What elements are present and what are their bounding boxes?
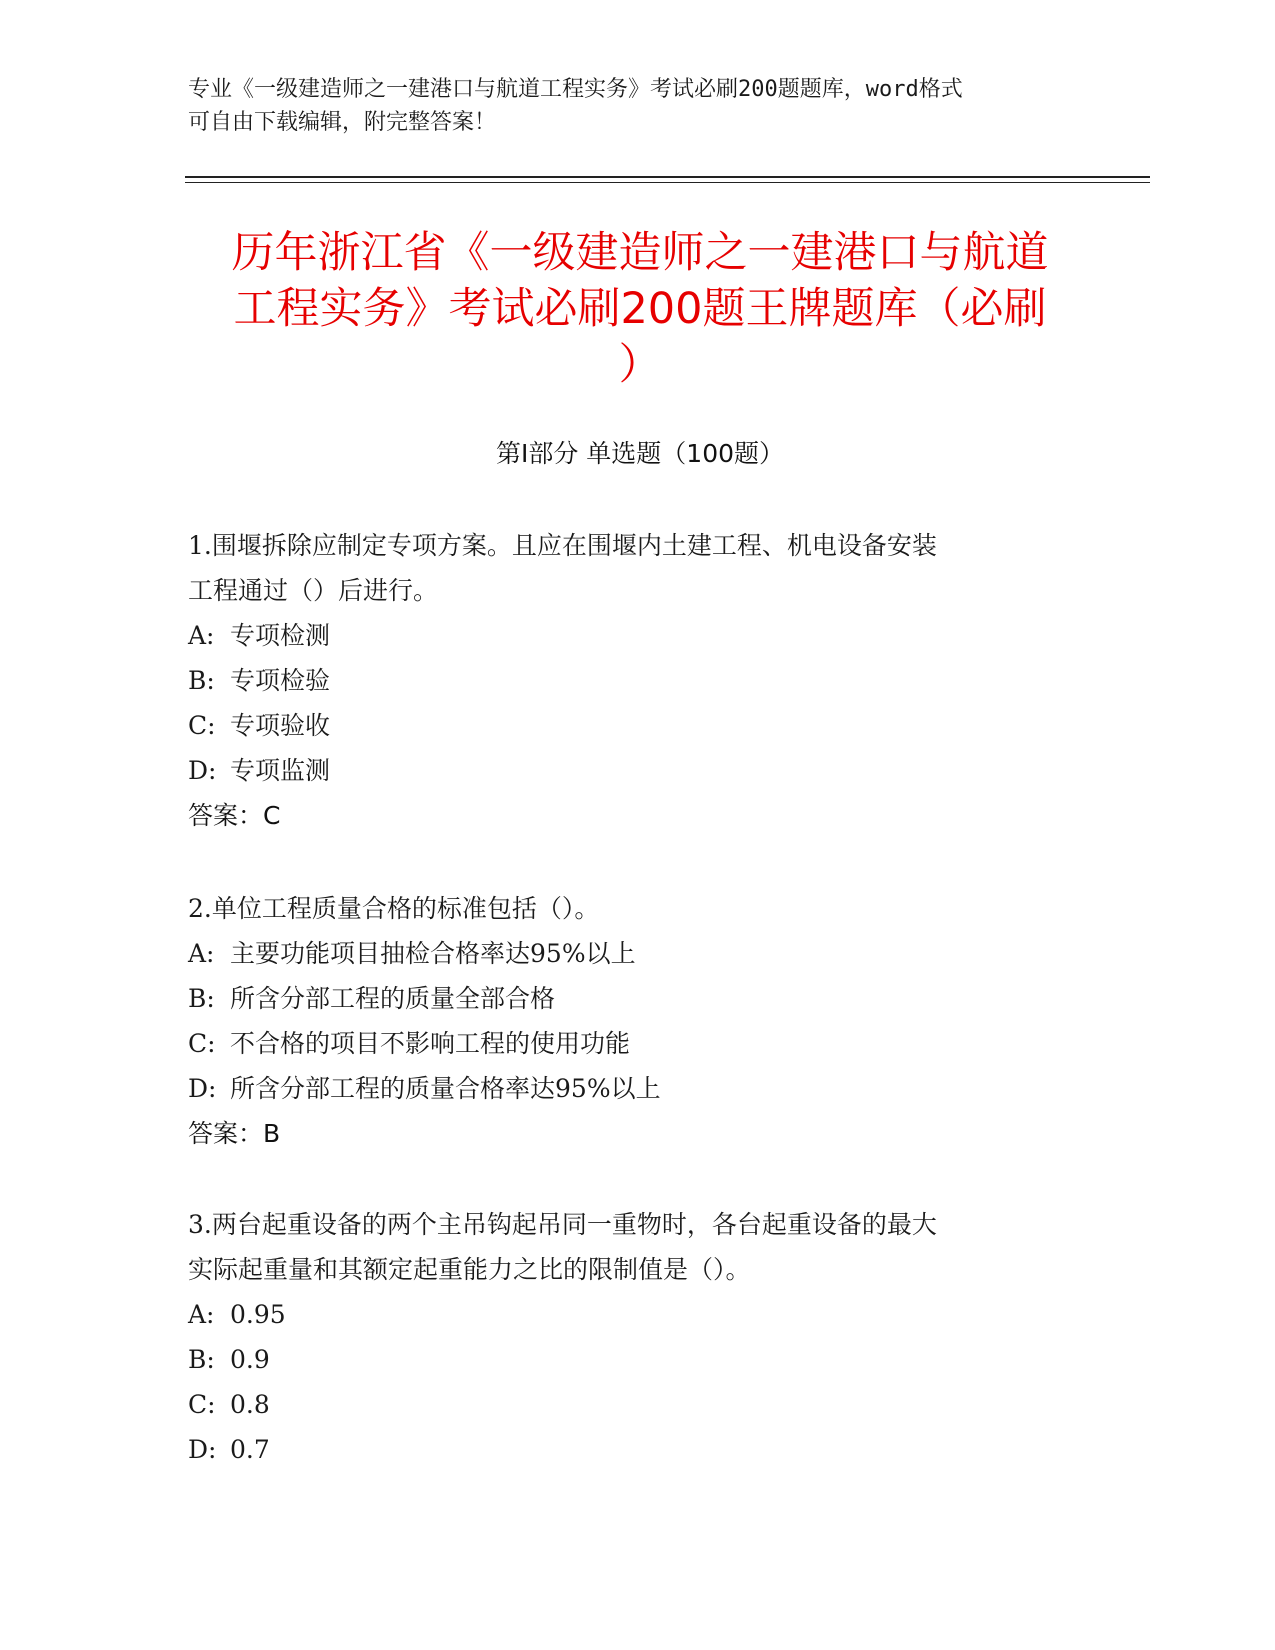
question-stem [188,886,1088,931]
header-note-line-2: 可自由下载编辑，附完整答案！ [188,110,497,135]
option-key: A: [188,621,215,650]
question-stem-line: 实际起重量和其额定起重能力之比的限制值是（）。 [188,1255,751,1284]
option-key: C: [188,1029,216,1058]
question-stem-line: 1.围堰拆除应制定专项方案。且应在围堰内土建工程、机电设备安装 [188,531,937,560]
option-key: B: [188,1345,215,1374]
option-d [188,1427,1088,1472]
option-a [188,613,1088,658]
question-stem-line: 3.两台起重设备的两个主吊钩起吊同一重物时，各台起重设备的最大 [188,1210,937,1239]
option-text: 所含分部工程的质量全部合格 [230,984,556,1013]
option-d [188,1066,1088,1111]
section-heading: 第Ⅰ部分 单选题（100题） [495,439,785,468]
question-stem [188,523,1088,613]
option-b [188,976,1088,1021]
option-key: B: [188,666,215,695]
document-title [180,225,1100,393]
option-text: 0.7 [230,1435,270,1464]
option-key: C: [188,1390,216,1419]
option-text: 0.95 [230,1300,286,1329]
option-text: 所含分部工程的质量合格率达95%以上 [230,1074,661,1103]
option-text: 专项监测 [230,756,331,785]
option-key: D: [188,1435,217,1464]
option-c [188,703,1088,748]
option-key: D: [188,1074,217,1103]
title-line-2: 工程实务》考试必刷200题王牌题库（必刷 [233,284,1047,334]
question-stem [188,1202,1088,1292]
option-text: 专项检验 [230,666,331,695]
title-line-3: ） [618,340,662,390]
title-line-1: 历年浙江省《一级建造师之一建港口与航道 [231,228,1049,278]
question-item [188,523,1088,838]
option-key: C: [188,711,216,740]
option-key: D: [188,756,217,785]
option-text: 专项检测 [230,621,331,650]
question-item [188,886,1088,1156]
question-item [188,1202,1088,1472]
option-text: 不合格的项目不影响工程的使用功能 [230,1029,631,1058]
option-b [188,1337,1088,1382]
option-text: 0.9 [230,1345,270,1374]
header-divider-thick [185,176,1150,178]
question-stem-line: 2.单位工程质量合格的标准包括（）。 [188,894,600,923]
option-text: 主要功能项目抽检合格率达95%以上 [230,939,636,968]
question-stem-line: 工程通过（）后进行。 [188,576,439,605]
option-a [188,1292,1088,1337]
option-text: 0.8 [230,1390,270,1419]
header-divider-thin [185,182,1150,183]
option-b [188,658,1088,703]
answer-label: 答案：B [188,1119,281,1148]
header-note-line-1: 专业《一级建造师之一建港口与航道工程实务》考试必刷200题题库，word格式 [188,77,963,102]
option-key: B: [188,984,215,1013]
answer-label: 答案：C [188,801,281,830]
option-d [188,748,1088,793]
option-key: A: [188,939,215,968]
option-a [188,931,1088,976]
option-c [188,1021,1088,1066]
option-c [188,1382,1088,1427]
option-text: 专项验收 [230,711,331,740]
option-key: A: [188,1300,215,1329]
header-note [188,73,1068,139]
